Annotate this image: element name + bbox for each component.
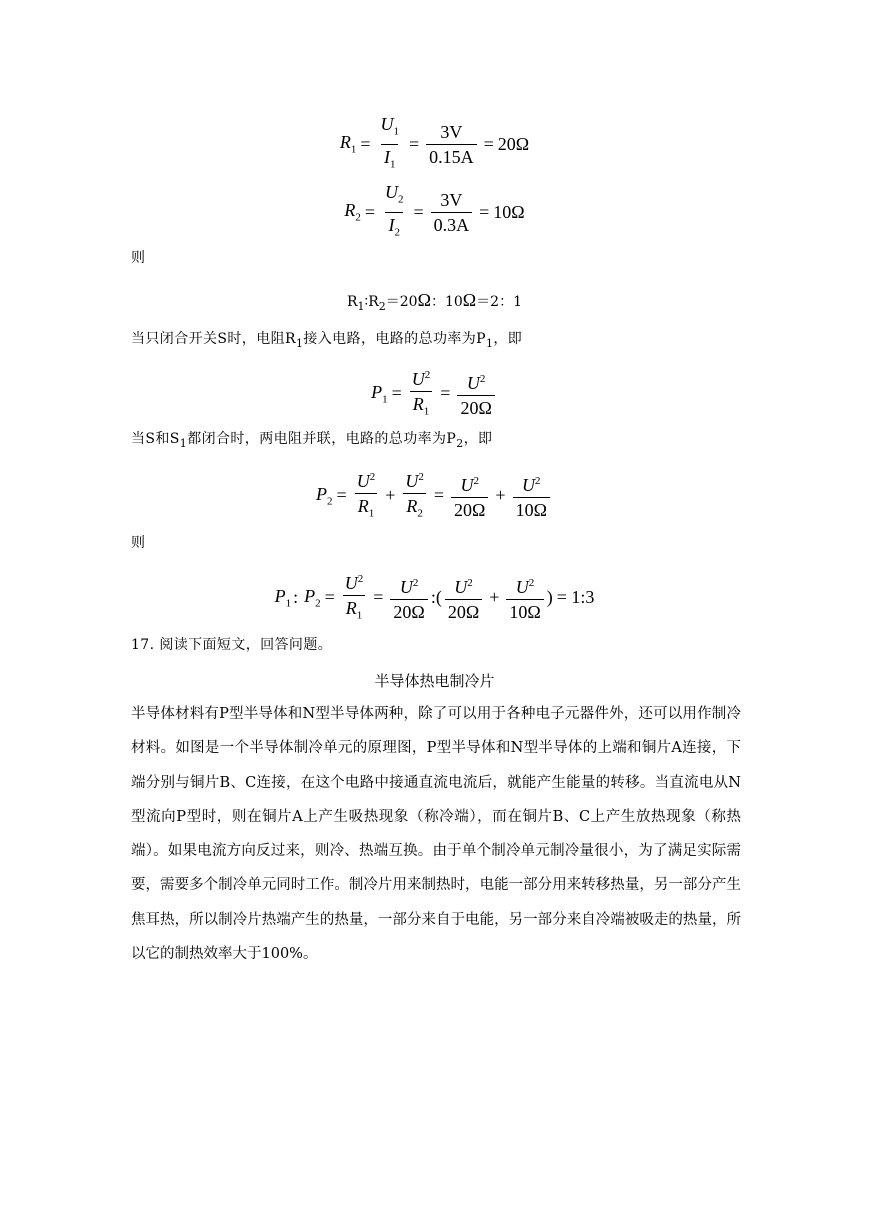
eq-r1-lhs: $R_1$ — [339, 132, 357, 156]
ratio-line: $R_1∶R_2=20\Omega$：10Ω＝2：1 — [346, 290, 522, 313]
equation-r1: $R_1$ = $\frac{U_1}{I_1}$ = $\frac{3V}{0.15A}$ = 20Ω — [0, 114, 869, 174]
text-only-s-closed: 当只闭合开关S时，电阻$R_1$接入电路，电路的总功率为$P_1$，即 — [131, 331, 523, 350]
text-ze-1: 则 — [131, 250, 146, 266]
eq-r1-frac-ui: $\frac{U_1}{I_1}$ — [377, 114, 402, 174]
article-body: 半导体材料有P型半导体和N型半导体两种，除了可以用于各种电子元器件外，还可以用作制冷材料。如图是一个半导体制冷单元的原理图，P型半导体和N型半导体的上端和铜片A连接，下端分别与铜片B、C连接，在这个电路中接通直流电流后，就能产生能量的转移。当直流电从N型流向P型时，则在铜片A上产生吸热现象（称冷端），而在铜片B、C上产生放热现象（称热端）。如果电流方向反过来，则冷、热端互换。由于单个制冷单元制冷量很小，为了满足实际需要，需要多个制冷单元同时工作。制冷片用来制热时，电能一部分用来转移热量，另一部分产生焦耳热，所以制冷片热端产生的热量，一部分来自于电能，另一部分来自冷端被吸走的热量，所以它的制热效率大于100%。 — [131, 706, 741, 963]
eq-r2-frac-ui: $\frac{U_2}{I_2}$ — [382, 182, 407, 242]
equation-power-ratio: $P_1$ : $P_2$ = $\frac{U^2}{R_1}$ = $\frac{U^2}{20\Omega}$ :( $\frac{U^2}{20\Omega}$ + $\frac{U^2}{10\Omega}$ ) = 1:3 — [0, 569, 869, 626]
equation-p1: $P_1$ = $\frac{U^2}{R_1}$ = $\frac{U^2}{20\Omega}$ — [0, 365, 869, 422]
eq-r2-frac-values: $\frac{3V}{0.3A}$ — [431, 190, 473, 235]
eq-r2-lhs: $R_2$ — [344, 200, 361, 224]
article-title: 半导体热电制冷片 — [374, 672, 495, 690]
text-s-and-s1-closed: 当S和$S_1$都闭合时，两电阻并联，电路的总功率为$P_2$，即 — [131, 431, 493, 450]
text-ze-2: 则 — [131, 535, 146, 551]
equation-p2: $P_2$ = $\frac{U^2}{R_1}$ + $\frac{U^2}{R_2}$ = $\frac{U^2}{20\Omega}$ + $\frac{U^2}{10\Omega}$ — [0, 467, 869, 524]
question-17-heading: 17. 阅读下面短文，回答问题。 — [131, 637, 333, 653]
equation-r2: $R_2$ = $\frac{U_2}{I_2}$ = $\frac{3V}{0.3A}$ = 10Ω — [0, 182, 869, 242]
eq-r1-frac-values: $\frac{3V}{0.15A}$ — [426, 122, 477, 167]
eq-r1-result: 20Ω — [497, 133, 530, 154]
eq-r2-result: 10Ω — [493, 201, 525, 222]
